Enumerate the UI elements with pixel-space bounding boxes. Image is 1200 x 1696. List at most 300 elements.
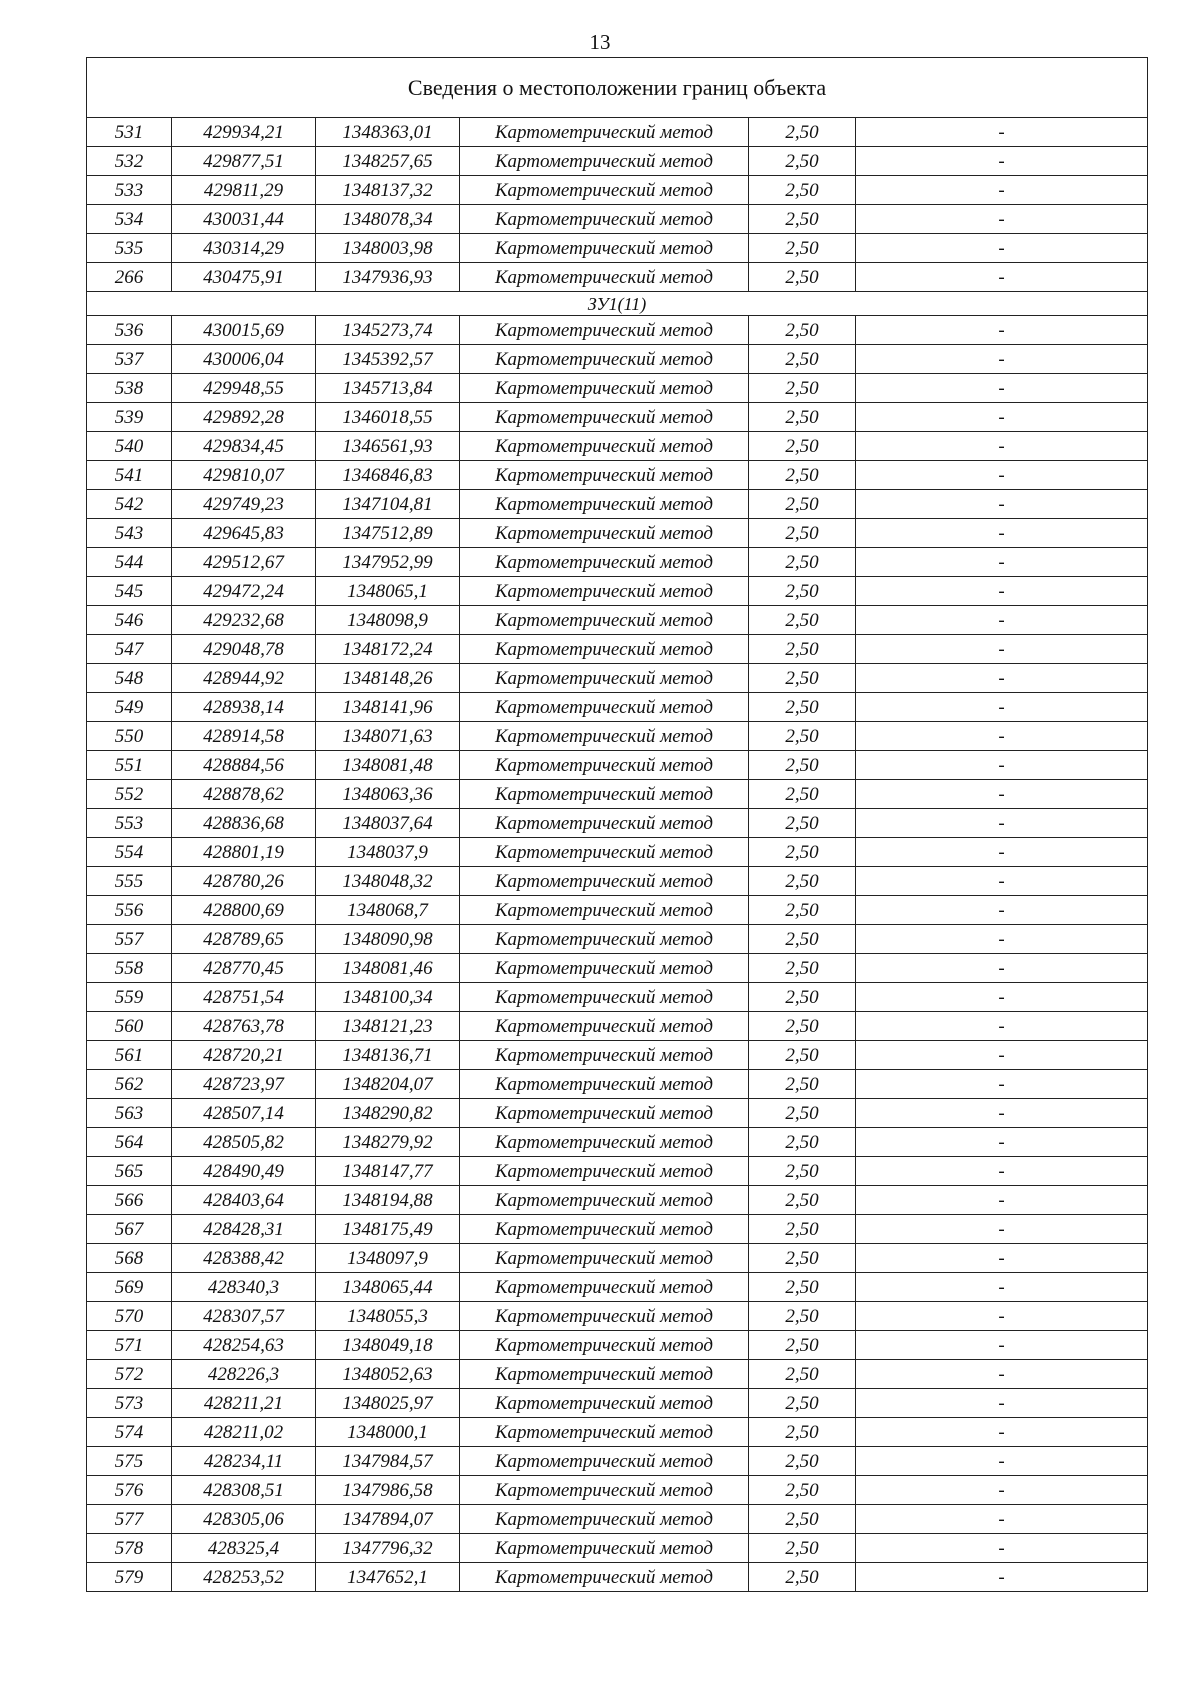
cell-y-coordinate: 1347104,81 [316, 490, 460, 519]
cell-point-number: 557 [87, 925, 172, 954]
cell-description: - [856, 809, 1148, 838]
table-row [87, 693, 1148, 722]
cell-accuracy: 2,50 [749, 751, 856, 780]
group-label: ЗУ1(11) [87, 292, 1148, 316]
cell-accuracy: 2,50 [749, 1563, 856, 1592]
cell-method: Картометрический метод [460, 1447, 749, 1476]
cell-method: Картометрический метод [460, 1157, 749, 1186]
cell-y-coordinate: 1348078,34 [316, 205, 460, 234]
cell-point-number: 573 [87, 1389, 172, 1418]
cell-point-number: 538 [87, 374, 172, 403]
cell-point-number: 539 [87, 403, 172, 432]
cell-y-coordinate: 1348148,26 [316, 664, 460, 693]
cell-method: Картометрический метод [460, 118, 749, 147]
table-row [87, 461, 1148, 490]
table-row [87, 1273, 1148, 1302]
cell-y-coordinate: 1348204,07 [316, 1070, 460, 1099]
table-row [87, 1418, 1148, 1447]
cell-accuracy: 2,50 [749, 1389, 856, 1418]
table-row [87, 780, 1148, 809]
cell-y-coordinate: 1348048,32 [316, 867, 460, 896]
cell-method: Картометрический метод [460, 519, 749, 548]
cell-method: Картометрический метод [460, 1505, 749, 1534]
cell-description: - [856, 1041, 1148, 1070]
table-row [87, 577, 1148, 606]
cell-accuracy: 2,50 [749, 205, 856, 234]
cell-accuracy: 2,50 [749, 374, 856, 403]
cell-x-coordinate: 428340,3 [172, 1273, 316, 1302]
cell-x-coordinate: 428836,68 [172, 809, 316, 838]
cell-x-coordinate: 428403,64 [172, 1186, 316, 1215]
cell-x-coordinate: 428938,14 [172, 693, 316, 722]
cell-description: - [856, 147, 1148, 176]
table-row [87, 316, 1148, 345]
cell-x-coordinate: 428780,26 [172, 867, 316, 896]
cell-y-coordinate: 1348137,32 [316, 176, 460, 205]
cell-accuracy: 2,50 [749, 345, 856, 374]
cell-method: Картометрический метод [460, 954, 749, 983]
cell-y-coordinate: 1345392,57 [316, 345, 460, 374]
table-row [87, 1534, 1148, 1563]
cell-accuracy: 2,50 [749, 1041, 856, 1070]
cell-point-number: 570 [87, 1302, 172, 1331]
cell-accuracy: 2,50 [749, 867, 856, 896]
table-row [87, 1244, 1148, 1273]
cell-method: Картометрический метод [460, 983, 749, 1012]
cell-point-number: 553 [87, 809, 172, 838]
cell-y-coordinate: 1348055,3 [316, 1302, 460, 1331]
cell-y-coordinate: 1348100,34 [316, 983, 460, 1012]
cell-point-number: 567 [87, 1215, 172, 1244]
cell-x-coordinate: 428723,97 [172, 1070, 316, 1099]
cell-point-number: 536 [87, 316, 172, 345]
cell-accuracy: 2,50 [749, 722, 856, 751]
table-row [87, 403, 1148, 432]
cell-accuracy: 2,50 [749, 1099, 856, 1128]
cell-x-coordinate: 428325,4 [172, 1534, 316, 1563]
table-row [87, 1157, 1148, 1186]
cell-point-number: 565 [87, 1157, 172, 1186]
cell-y-coordinate: 1348090,98 [316, 925, 460, 954]
cell-x-coordinate: 430006,04 [172, 345, 316, 374]
cell-description: - [856, 1273, 1148, 1302]
cell-method: Картометрический метод [460, 1070, 749, 1099]
cell-accuracy: 2,50 [749, 461, 856, 490]
cell-y-coordinate: 1348141,96 [316, 693, 460, 722]
cell-description: - [856, 1534, 1148, 1563]
cell-method: Картометрический метод [460, 577, 749, 606]
cell-y-coordinate: 1348136,71 [316, 1041, 460, 1070]
cell-description: - [856, 205, 1148, 234]
cell-description: - [856, 1070, 1148, 1099]
cell-y-coordinate: 1346846,83 [316, 461, 460, 490]
cell-point-number: 566 [87, 1186, 172, 1215]
cell-y-coordinate: 1348065,1 [316, 577, 460, 606]
table-row [87, 722, 1148, 751]
cell-method: Картометрический метод [460, 1273, 749, 1302]
cell-method: Картометрический метод [460, 722, 749, 751]
cell-point-number: 550 [87, 722, 172, 751]
cell-method: Картометрический метод [460, 925, 749, 954]
cell-accuracy: 2,50 [749, 577, 856, 606]
cell-description: - [856, 838, 1148, 867]
table-row [87, 234, 1148, 263]
cell-description: - [856, 606, 1148, 635]
cell-y-coordinate: 1348071,63 [316, 722, 460, 751]
cell-y-coordinate: 1348063,36 [316, 780, 460, 809]
table-title: Сведения о местоположении границ объекта [87, 58, 1148, 118]
cell-y-coordinate: 1348037,9 [316, 838, 460, 867]
cell-method: Картометрический метод [460, 1476, 749, 1505]
cell-method: Картометрический метод [460, 403, 749, 432]
table-row [87, 1563, 1148, 1592]
cell-y-coordinate: 1348098,9 [316, 606, 460, 635]
cell-description: - [856, 403, 1148, 432]
cell-y-coordinate: 1348097,9 [316, 1244, 460, 1273]
cell-description: - [856, 432, 1148, 461]
table-header-row [87, 58, 1148, 118]
cell-accuracy: 2,50 [749, 809, 856, 838]
cell-point-number: 549 [87, 693, 172, 722]
cell-point-number: 571 [87, 1331, 172, 1360]
cell-point-number: 266 [87, 263, 172, 292]
cell-method: Картометрический метод [460, 809, 749, 838]
cell-x-coordinate: 429048,78 [172, 635, 316, 664]
table-row [87, 838, 1148, 867]
cell-y-coordinate: 1348172,24 [316, 635, 460, 664]
cell-accuracy: 2,50 [749, 664, 856, 693]
cell-point-number: 547 [87, 635, 172, 664]
cell-x-coordinate: 428234,11 [172, 1447, 316, 1476]
cell-x-coordinate: 428789,65 [172, 925, 316, 954]
cell-x-coordinate: 428305,06 [172, 1505, 316, 1534]
cell-point-number: 541 [87, 461, 172, 490]
cell-x-coordinate: 429512,67 [172, 548, 316, 577]
cell-method: Картометрический метод [460, 490, 749, 519]
cell-description: - [856, 1128, 1148, 1157]
cell-description: - [856, 1099, 1148, 1128]
cell-accuracy: 2,50 [749, 1418, 856, 1447]
cell-point-number: 572 [87, 1360, 172, 1389]
cell-y-coordinate: 1347652,1 [316, 1563, 460, 1592]
cell-x-coordinate: 428254,63 [172, 1331, 316, 1360]
table-row [87, 1186, 1148, 1215]
cell-point-number: 533 [87, 176, 172, 205]
table-row [87, 1505, 1148, 1534]
cell-accuracy: 2,50 [749, 606, 856, 635]
table-row [87, 1476, 1148, 1505]
cell-method: Картометрический метод [460, 1244, 749, 1273]
cell-accuracy: 2,50 [749, 693, 856, 722]
cell-method: Картометрический метод [460, 1186, 749, 1215]
cell-y-coordinate: 1348052,63 [316, 1360, 460, 1389]
cell-y-coordinate: 1346018,55 [316, 403, 460, 432]
cell-description: - [856, 635, 1148, 664]
cell-description: - [856, 1360, 1148, 1389]
cell-point-number: 556 [87, 896, 172, 925]
cell-description: - [856, 1244, 1148, 1273]
cell-description: - [856, 577, 1148, 606]
cell-description: - [856, 1157, 1148, 1186]
cell-description: - [856, 263, 1148, 292]
cell-method: Картометрический метод [460, 1389, 749, 1418]
cell-point-number: 577 [87, 1505, 172, 1534]
cell-x-coordinate: 428763,78 [172, 1012, 316, 1041]
cell-description: - [856, 1331, 1148, 1360]
cell-point-number: 563 [87, 1099, 172, 1128]
table-row [87, 867, 1148, 896]
cell-y-coordinate: 1348147,77 [316, 1157, 460, 1186]
cell-y-coordinate: 1348049,18 [316, 1331, 460, 1360]
cell-accuracy: 2,50 [749, 147, 856, 176]
cell-method: Картометрический метод [460, 548, 749, 577]
cell-point-number: 568 [87, 1244, 172, 1273]
cell-point-number: 531 [87, 118, 172, 147]
cell-accuracy: 2,50 [749, 1505, 856, 1534]
cell-x-coordinate: 429810,07 [172, 461, 316, 490]
cell-point-number: 548 [87, 664, 172, 693]
cell-accuracy: 2,50 [749, 1331, 856, 1360]
cell-point-number: 562 [87, 1070, 172, 1099]
cell-description: - [856, 896, 1148, 925]
cell-y-coordinate: 1348175,49 [316, 1215, 460, 1244]
cell-accuracy: 2,50 [749, 838, 856, 867]
cell-accuracy: 2,50 [749, 1360, 856, 1389]
cell-method: Картометрический метод [460, 1128, 749, 1157]
cell-x-coordinate: 429948,55 [172, 374, 316, 403]
cell-accuracy: 2,50 [749, 780, 856, 809]
cell-point-number: 564 [87, 1128, 172, 1157]
table-row [87, 1389, 1148, 1418]
cell-point-number: 575 [87, 1447, 172, 1476]
cell-description: - [856, 519, 1148, 548]
cell-method: Картометрический метод [460, 1302, 749, 1331]
table-row [87, 548, 1148, 577]
table-row [87, 519, 1148, 548]
cell-x-coordinate: 429749,23 [172, 490, 316, 519]
cell-accuracy: 2,50 [749, 1128, 856, 1157]
cell-method: Картометрический метод [460, 838, 749, 867]
cell-y-coordinate: 1345273,74 [316, 316, 460, 345]
cell-description: - [856, 925, 1148, 954]
cell-method: Картометрический метод [460, 1563, 749, 1592]
cell-method: Картометрический метод [460, 1215, 749, 1244]
cell-accuracy: 2,50 [749, 925, 856, 954]
cell-accuracy: 2,50 [749, 1070, 856, 1099]
cell-accuracy: 2,50 [749, 896, 856, 925]
cell-method: Картометрический метод [460, 1041, 749, 1070]
cell-x-coordinate: 428800,69 [172, 896, 316, 925]
cell-point-number: 532 [87, 147, 172, 176]
table-row [87, 606, 1148, 635]
cell-description: - [856, 983, 1148, 1012]
page-number: 13 [589, 30, 611, 54]
cell-point-number: 540 [87, 432, 172, 461]
cell-description: - [856, 1505, 1148, 1534]
cell-x-coordinate: 430475,91 [172, 263, 316, 292]
cell-y-coordinate: 1348000,1 [316, 1418, 460, 1447]
cell-method: Картометрический метод [460, 234, 749, 263]
table-row [87, 1070, 1148, 1099]
cell-accuracy: 2,50 [749, 1215, 856, 1244]
cell-x-coordinate: 429472,24 [172, 577, 316, 606]
cell-y-coordinate: 1348279,92 [316, 1128, 460, 1157]
cell-method: Картометрический метод [460, 205, 749, 234]
group-row [87, 292, 1148, 316]
cell-method: Картометрический метод [460, 635, 749, 664]
cell-description: - [856, 954, 1148, 983]
cell-description: - [856, 345, 1148, 374]
cell-y-coordinate: 1347984,57 [316, 1447, 460, 1476]
cell-x-coordinate: 429877,51 [172, 147, 316, 176]
cell-point-number: 535 [87, 234, 172, 263]
cell-x-coordinate: 429811,29 [172, 176, 316, 205]
cell-accuracy: 2,50 [749, 432, 856, 461]
cell-description: - [856, 1012, 1148, 1041]
cell-description: - [856, 1476, 1148, 1505]
cell-point-number: 561 [87, 1041, 172, 1070]
table-row [87, 983, 1148, 1012]
cell-y-coordinate: 1348081,48 [316, 751, 460, 780]
cell-method: Картометрический метод [460, 432, 749, 461]
table-row [87, 176, 1148, 205]
cell-x-coordinate: 428428,31 [172, 1215, 316, 1244]
cell-y-coordinate: 1348363,01 [316, 118, 460, 147]
table-row [87, 263, 1148, 292]
cell-point-number: 543 [87, 519, 172, 548]
cell-y-coordinate: 1347512,89 [316, 519, 460, 548]
cell-y-coordinate: 1348121,23 [316, 1012, 460, 1041]
cell-y-coordinate: 1348037,64 [316, 809, 460, 838]
cell-accuracy: 2,50 [749, 176, 856, 205]
cell-accuracy: 2,50 [749, 1244, 856, 1273]
cell-description: - [856, 1563, 1148, 1592]
table-row [87, 1360, 1148, 1389]
cell-method: Картометрический метод [460, 345, 749, 374]
table-row [87, 490, 1148, 519]
cell-point-number: 579 [87, 1563, 172, 1592]
cell-accuracy: 2,50 [749, 1186, 856, 1215]
cell-method: Картометрический метод [460, 867, 749, 896]
cell-description: - [856, 548, 1148, 577]
cell-x-coordinate: 428505,82 [172, 1128, 316, 1157]
table-row [87, 374, 1148, 403]
cell-method: Картометрический метод [460, 374, 749, 403]
cell-point-number: 576 [87, 1476, 172, 1505]
cell-description: - [856, 693, 1148, 722]
boundary-table [86, 57, 1148, 1592]
cell-description: - [856, 780, 1148, 809]
cell-accuracy: 2,50 [749, 983, 856, 1012]
cell-point-number: 552 [87, 780, 172, 809]
cell-x-coordinate: 428944,92 [172, 664, 316, 693]
cell-description: - [856, 234, 1148, 263]
cell-x-coordinate: 428211,02 [172, 1418, 316, 1447]
cell-y-coordinate: 1348081,46 [316, 954, 460, 983]
cell-point-number: 542 [87, 490, 172, 519]
cell-x-coordinate: 428388,42 [172, 1244, 316, 1273]
table-row [87, 118, 1148, 147]
cell-description: - [856, 1447, 1148, 1476]
cell-y-coordinate: 1348068,7 [316, 896, 460, 925]
cell-method: Картометрический метод [460, 1418, 749, 1447]
cell-x-coordinate: 428507,14 [172, 1099, 316, 1128]
cell-description: - [856, 867, 1148, 896]
cell-method: Картометрический метод [460, 664, 749, 693]
cell-y-coordinate: 1347796,32 [316, 1534, 460, 1563]
cell-x-coordinate: 428226,3 [172, 1360, 316, 1389]
cell-description: - [856, 316, 1148, 345]
table-row [87, 1302, 1148, 1331]
cell-description: - [856, 176, 1148, 205]
cell-method: Картометрический метод [460, 1099, 749, 1128]
table-row [87, 1128, 1148, 1157]
cell-method: Картометрический метод [460, 1012, 749, 1041]
cell-method: Картометрический метод [460, 780, 749, 809]
table-row [87, 205, 1148, 234]
cell-description: - [856, 118, 1148, 147]
table-row [87, 1331, 1148, 1360]
cell-x-coordinate: 428307,57 [172, 1302, 316, 1331]
table-row [87, 635, 1148, 664]
cell-description: - [856, 751, 1148, 780]
cell-y-coordinate: 1348065,44 [316, 1273, 460, 1302]
table-row [87, 751, 1148, 780]
cell-x-coordinate: 428490,49 [172, 1157, 316, 1186]
cell-method: Картометрический метод [460, 147, 749, 176]
cell-method: Картометрический метод [460, 461, 749, 490]
cell-y-coordinate: 1347936,93 [316, 263, 460, 292]
cell-point-number: 537 [87, 345, 172, 374]
cell-method: Картометрический метод [460, 1534, 749, 1563]
cell-accuracy: 2,50 [749, 234, 856, 263]
table-row [87, 896, 1148, 925]
cell-description: - [856, 664, 1148, 693]
cell-x-coordinate: 428914,58 [172, 722, 316, 751]
cell-accuracy: 2,50 [749, 1012, 856, 1041]
cell-method: Картометрический метод [460, 1331, 749, 1360]
cell-x-coordinate: 428751,54 [172, 983, 316, 1012]
cell-y-coordinate: 1348257,65 [316, 147, 460, 176]
cell-x-coordinate: 429892,28 [172, 403, 316, 432]
cell-description: - [856, 374, 1148, 403]
cell-accuracy: 2,50 [749, 519, 856, 548]
table-row [87, 1099, 1148, 1128]
cell-accuracy: 2,50 [749, 118, 856, 147]
cell-point-number: 544 [87, 548, 172, 577]
cell-y-coordinate: 1348290,82 [316, 1099, 460, 1128]
cell-x-coordinate: 429934,21 [172, 118, 316, 147]
cell-description: - [856, 1186, 1148, 1215]
table-row [87, 345, 1148, 374]
cell-point-number: 534 [87, 205, 172, 234]
cell-point-number: 578 [87, 1534, 172, 1563]
cell-accuracy: 2,50 [749, 1302, 856, 1331]
cell-description: - [856, 1418, 1148, 1447]
cell-point-number: 545 [87, 577, 172, 606]
cell-x-coordinate: 428884,56 [172, 751, 316, 780]
cell-x-coordinate: 429834,45 [172, 432, 316, 461]
table-row [87, 1447, 1148, 1476]
cell-accuracy: 2,50 [749, 635, 856, 664]
boundary-table-body [87, 58, 1148, 1592]
cell-x-coordinate: 429232,68 [172, 606, 316, 635]
table-row [87, 147, 1148, 176]
cell-x-coordinate: 428308,51 [172, 1476, 316, 1505]
cell-method: Картометрический метод [460, 176, 749, 205]
cell-accuracy: 2,50 [749, 954, 856, 983]
cell-method: Картометрический метод [460, 693, 749, 722]
